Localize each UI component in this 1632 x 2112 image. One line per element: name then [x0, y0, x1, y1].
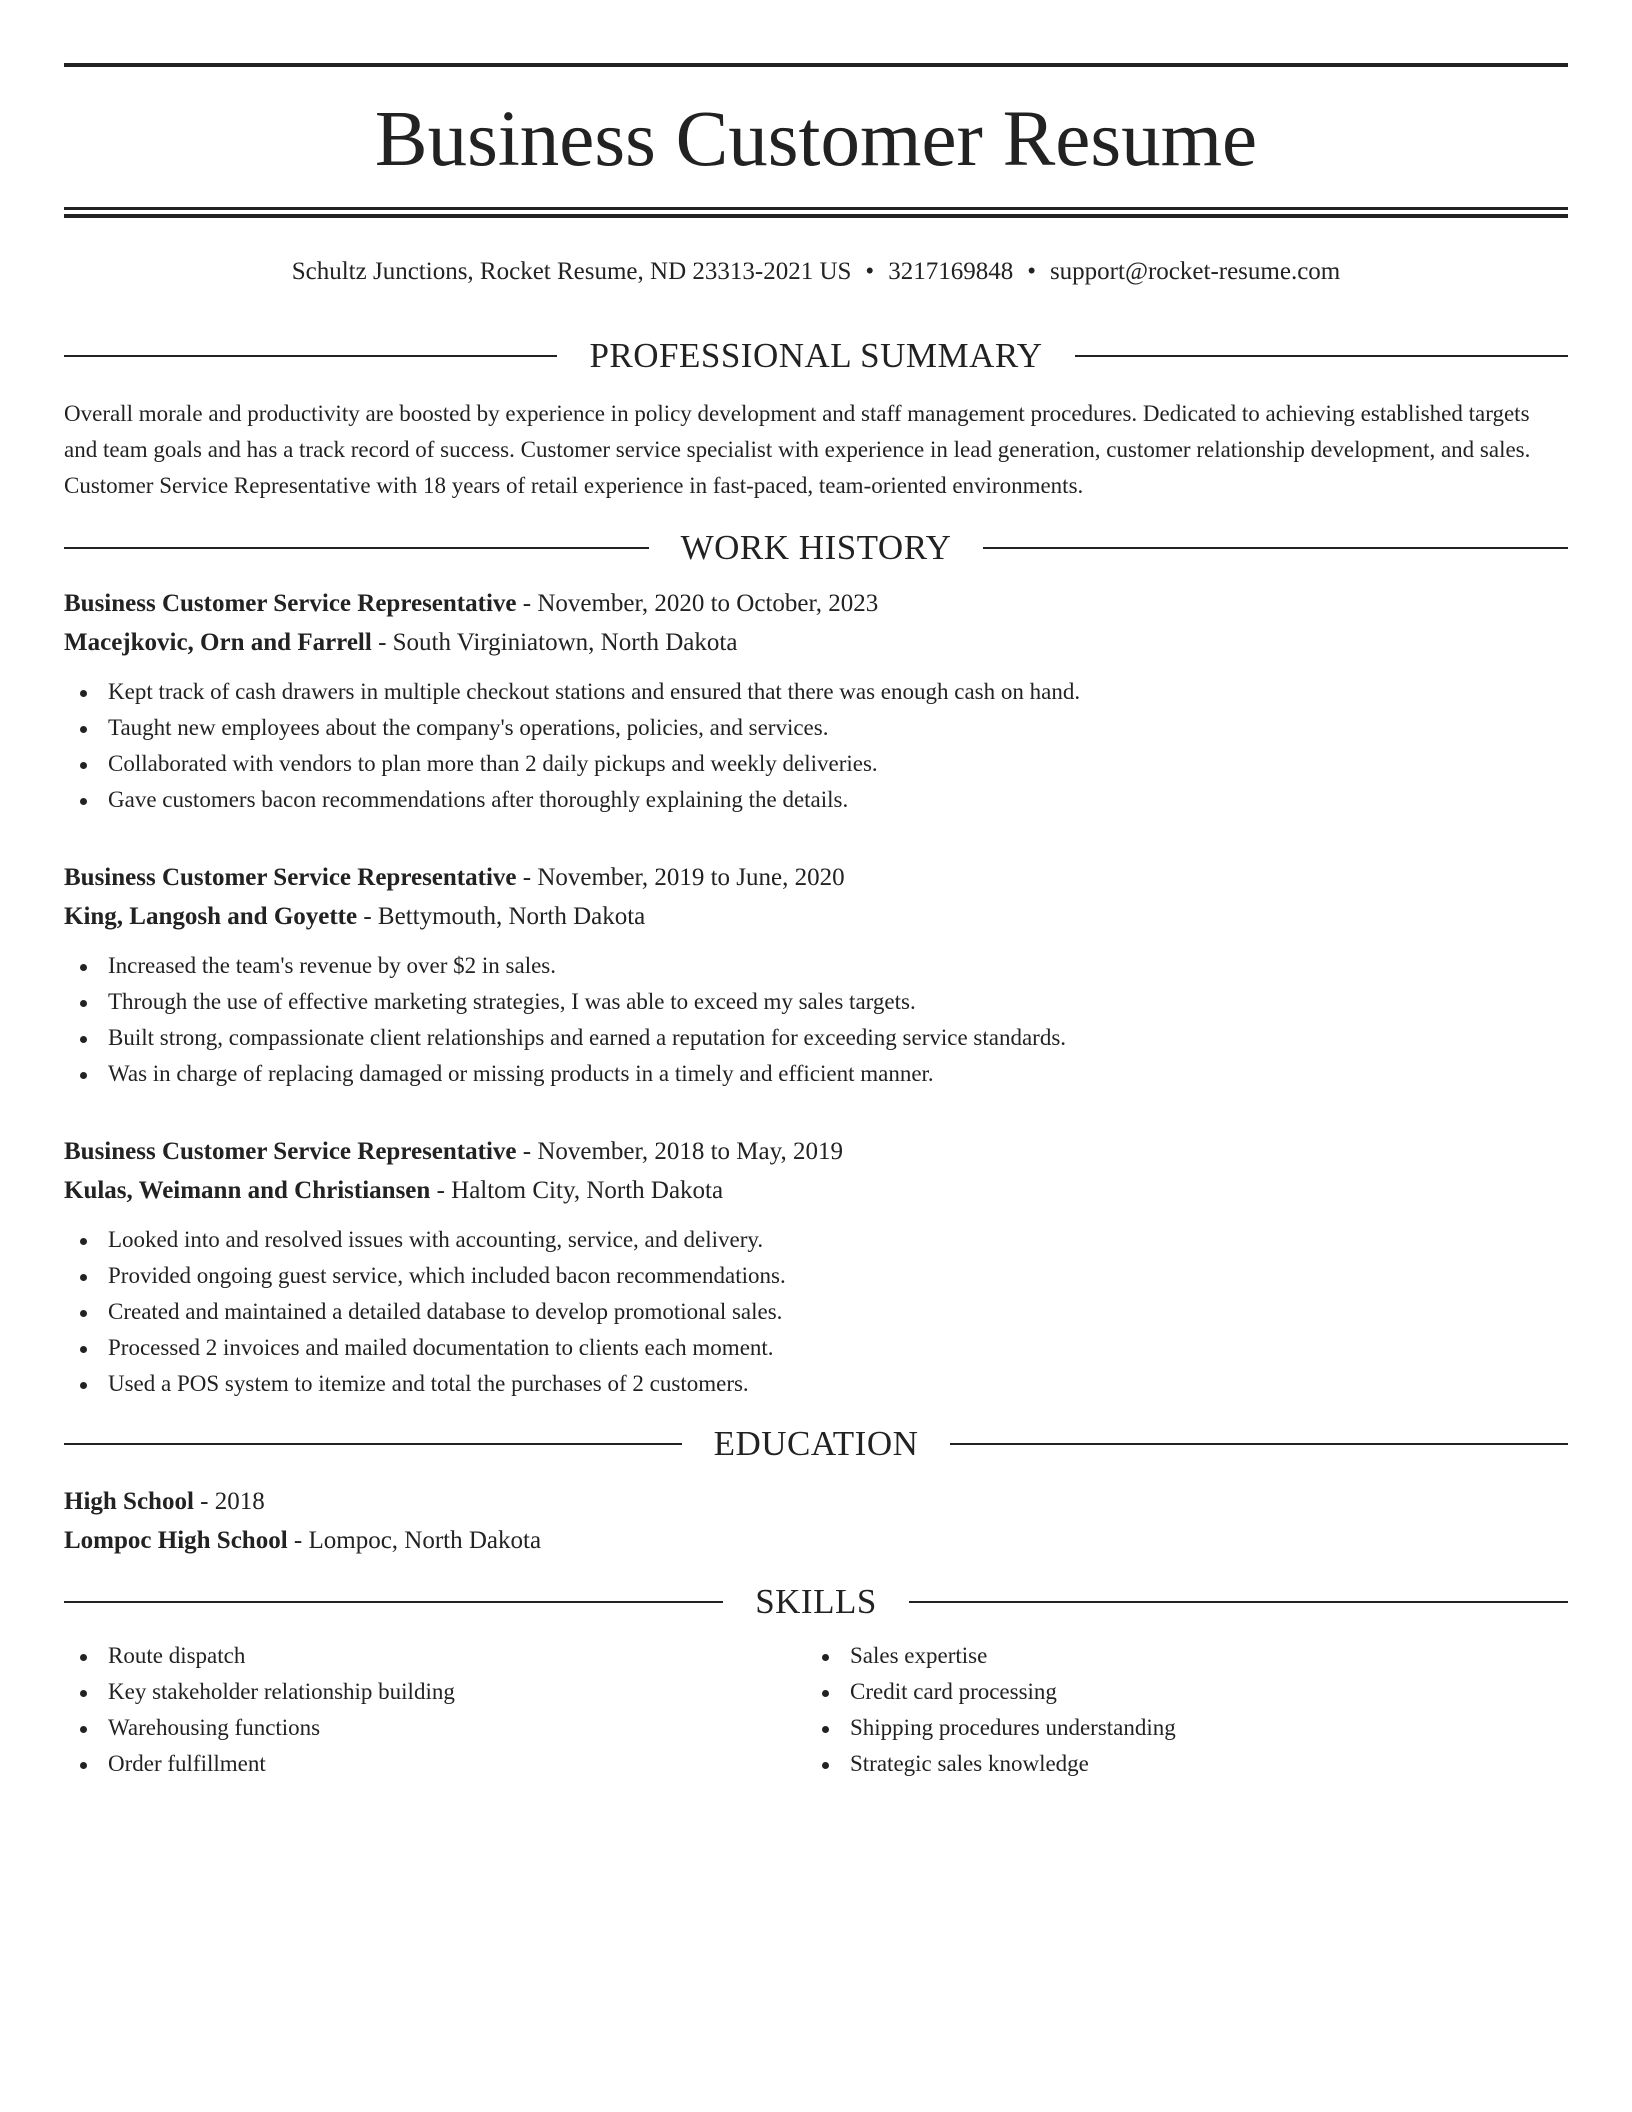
skill-item: Credit card processing [806, 1674, 1548, 1710]
heading-rule-right [909, 1601, 1568, 1603]
contact-separator: • [865, 258, 875, 285]
heading-rule-left [64, 547, 649, 549]
education-degree: High School [64, 1488, 194, 1515]
skill-item: Order fulfillment [64, 1746, 806, 1782]
heading-rule-left [64, 1601, 723, 1603]
skills-grid [64, 1638, 1568, 1782]
skill-item: Key stakeholder relationship building [64, 1674, 806, 1710]
contact-email: support@rocket-resume.com [1049, 258, 1341, 285]
resume-title: Business Customer Resume [374, 96, 1258, 183]
job-entry-2 [64, 858, 1568, 1092]
job-location: - Haltom City, North Dakota [430, 1177, 724, 1204]
heading-rule-right [983, 547, 1568, 549]
job-entry-3 [64, 1132, 1568, 1402]
contact-separator: • [1027, 258, 1036, 285]
job-entry-1 [64, 584, 1568, 818]
heading-rule-right [1075, 355, 1568, 357]
skill-item: Route dispatch [64, 1638, 806, 1674]
job-bullet: Kept track of cash drawers in multiple checkout stations and ensured that there was enough cash on hand. [64, 674, 1568, 710]
work-history-heading [64, 522, 1568, 574]
skills-heading [64, 1576, 1568, 1628]
job-bullets [64, 948, 1568, 1092]
education-location: - Lompoc, North Dakota [287, 1527, 542, 1554]
header-double-rule [64, 207, 1568, 218]
job-dates: - November, 2018 to May, 2019 [516, 1138, 843, 1165]
summary-text: Overall morale and productivity are boosted by experience in policy development and staff management procedures. Dedicated to achieving established targets and team goals and has a track record of success. Customer service specialist with experience in lead generation, customer relationship development, and sales. Customer Service Representative with 18 years of retail experience in fast-paced, team-oriented environments. [64, 401, 1531, 498]
education-school-line [64, 1521, 1568, 1560]
education-year: - 2018 [193, 1488, 265, 1515]
job-bullet: Increased the team's revenue by over $2 in sales. [64, 948, 1568, 984]
job-bullets [64, 674, 1568, 818]
contact-address: Schultz Junctions, Rocket Resume, ND 23313-2021 US [291, 258, 852, 285]
education-heading-label: EDUCATION [713, 1424, 919, 1463]
education-school: Lompoc High School [64, 1527, 288, 1554]
heading-rule-left [64, 1443, 682, 1445]
job-bullet: Processed 2 invoices and mailed documentation to clients each moment. [64, 1330, 1568, 1366]
job-title: Business Customer Service Representative [64, 864, 517, 891]
summary-heading [64, 330, 1568, 382]
job-bullet: Looked into and resolved issues with accounting, service, and delivery. [64, 1222, 1568, 1258]
skill-item: Warehousing functions [64, 1710, 806, 1746]
summary-heading-label: PROFESSIONAL SUMMARY [589, 336, 1043, 375]
job-bullet: Was in charge of replacing damaged or missing products in a timely and efficient manner. [64, 1056, 1568, 1092]
education-entry [64, 1482, 1568, 1560]
job-bullet: Gave customers bacon recommendations after thoroughly explaining the details. [64, 782, 1568, 818]
header-top-rule [64, 63, 1568, 67]
resume-content [64, 330, 1568, 1782]
job-company: Macejkovic, Orn and Farrell [64, 629, 372, 656]
skills-list-right [806, 1638, 1548, 1782]
job-title-line [64, 1132, 1568, 1171]
skill-item: Shipping procedures understanding [806, 1710, 1548, 1746]
job-bullet: Taught new employees about the company's operations, policies, and services. [64, 710, 1568, 746]
job-company-line [64, 1171, 1568, 1210]
skill-item: Strategic sales knowledge [806, 1746, 1548, 1782]
education-degree-line [64, 1482, 1568, 1521]
skills-heading-label: SKILLS [755, 1582, 877, 1621]
job-bullet: Created and maintained a detailed database to develop promotional sales. [64, 1294, 1568, 1330]
job-company-line [64, 623, 1568, 662]
job-title: Business Customer Service Representative [64, 590, 517, 617]
job-dates: - November, 2019 to June, 2020 [516, 864, 845, 891]
education-heading [64, 1418, 1568, 1470]
job-bullet: Built strong, compassionate client relationships and earned a reputation for exceeding service standards. [64, 1020, 1568, 1056]
job-dates: - November, 2020 to October, 2023 [516, 590, 879, 617]
job-title-line [64, 584, 1568, 623]
job-company: King, Langosh and Goyette [64, 903, 358, 930]
job-title: Business Customer Service Representative [64, 1138, 517, 1165]
skills-list-left [64, 1638, 806, 1782]
heading-rule-left [64, 355, 557, 357]
job-location: - Bettymouth, North Dakota [357, 903, 646, 930]
job-bullet: Provided ongoing guest service, which included bacon recommendations. [64, 1258, 1568, 1294]
contact-phone: 3217169848 [888, 258, 1014, 285]
job-bullet: Used a POS system to itemize and total the purchases of 2 customers. [64, 1366, 1568, 1402]
contact-line [64, 255, 1568, 289]
skill-item: Sales expertise [806, 1638, 1548, 1674]
job-bullets [64, 1222, 1568, 1402]
job-bullet: Collaborated with vendors to plan more than 2 daily pickups and weekly deliveries. [64, 746, 1568, 782]
job-company: Kulas, Weimann and Christiansen [64, 1177, 431, 1204]
job-location: - South Virginiatown, North Dakota [371, 629, 738, 656]
work-history-heading-label: WORK HISTORY [680, 528, 952, 567]
heading-rule-right [950, 1443, 1568, 1445]
job-company-line [64, 897, 1568, 936]
job-bullet: Through the use of effective marketing strategies, I was able to exceed my sales targets. [64, 984, 1568, 1020]
job-title-line [64, 858, 1568, 897]
